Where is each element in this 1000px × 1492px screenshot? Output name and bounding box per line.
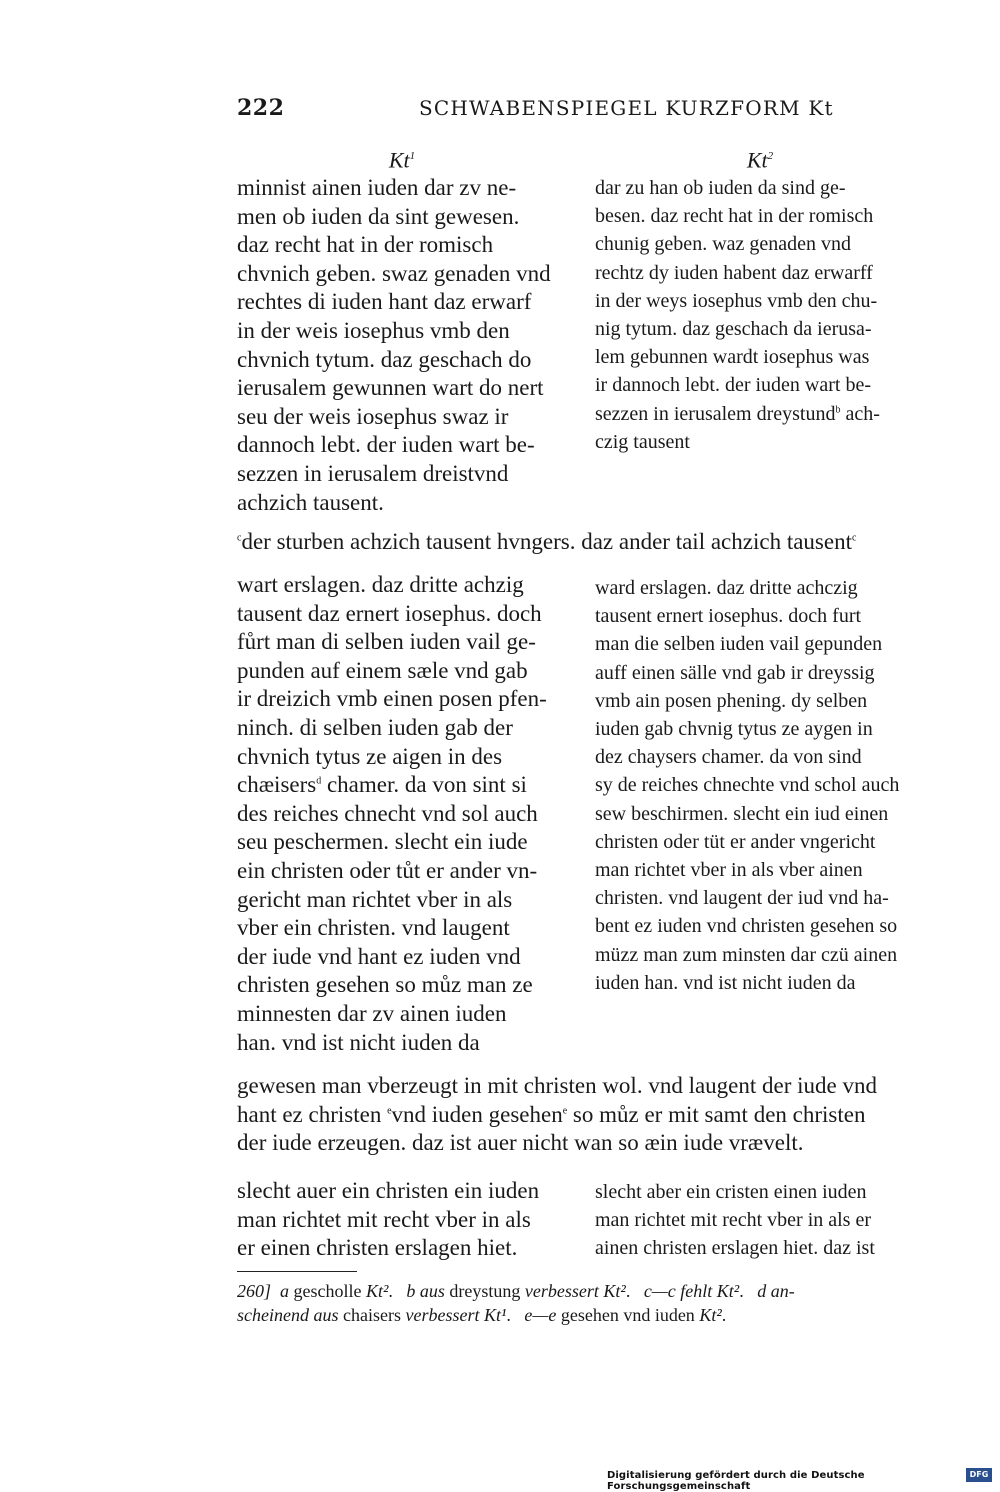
page-number: 222	[237, 95, 285, 121]
kt1-text-block-2: wart erslagen. daz dritte achzig tausent daz ernert iosephus. doch fůrt man di selben iuden vail ge- punden auf einem sæle vnd gab ir dreizich vmb einen posen pfen- ninch. di selben iuden gab der chvnich tytus ze aigen in des chæisers$^d$ chamer. da von sint si des reiches chnecht vnd sol auch seu peschermen. slecht ein iude ein christen oder tůt er ander vn- gericht man richtet vber in als vber ein christen. vnd laugent der iude vnd hant ez iuden vnd christen gesehen so můz man ze minnesten dar zv ainen iuden han. vnd ist nicht iuden da	[237, 572, 547, 1055]
kt1-text-block-1: minnist ainen iuden dar zv ne- men ob iuden da sint gewesen. daz recht hat in der romisch chvnich geben. swaz genaden vnd rechtes di iuden hant daz erwarf in der weis iosephus vmb den chvnich tytum. daz geschach do ierusalem gewunnen wart do nert seu der weis iosephus swaz ir dannoch lebt. der iuden wart be- sezzen in ierusalem dreistvnd achzich tausent.	[237, 175, 551, 515]
kt2-column-block-1	[595, 142, 925, 456]
kt1-column-block-2	[237, 571, 567, 1057]
kt2-column-block-2	[595, 574, 925, 997]
kt1-siglum: Kt$^1$	[388, 147, 416, 173]
kt2-text-block-2: ward erslagen. daz dritte achczig tausent ernert iosephus. doch furt man die selben iuden vail gepunden auff einen sälle vnd gab ir dreyssig vmb ain posen phening. dy selben iuden gab chvnig tytus ze aygen in dez chaysers chamer. da von sind sy de reiches chnechte vnd schol auch sew beschirmen. slecht ein iud einen christen oder tüt er ander vngericht man richtet vber in als vber ainen christen. vnd laugent der iud vnd ha- bent ez iuden vnd christen gesehen so müzz man zum minsten dar czü ainen iuden han. vnd ist nicht iuden da	[595, 577, 900, 994]
kt2-text-block-3: slecht aber ein cristen einen iuden man richtet mit recht vber in als er ainen christen erslagen hiet. daz ist	[595, 1181, 875, 1260]
kt1-column-block-1	[237, 142, 567, 517]
digitization-credit: Digitalisierung gefördert durch die Deutsche Forschungsgemeinschaft	[607, 1470, 865, 1492]
kt2-siglum: Kt$^2$	[746, 147, 774, 173]
kt1-text-block-3: slecht auer ein christen ein iuden man richtet mit recht vber in als er einen christen erslagen hiet.	[237, 1178, 540, 1261]
critical-apparatus: 260] a gescholle Kt². b aus dreystung verbessert Kt². c—c fehlt Kt². d an- scheinend aus chaisers verbessert Kt¹. e—e gesehen vnd iuden Kt².	[237, 1281, 795, 1325]
running-title: SCHWABENSPIEGEL KURZFORM Kt	[419, 96, 834, 120]
common-paragraph-2: gewesen man vberzeugt in mit christen wol. vnd laugent der iude vnd hant ez christen $^e$vnd iuden gesehen$^e$ so můz er mit samt den christen der iude erzeugen. daz ist auer nicht wan so æin iude vrævelt.	[237, 1073, 877, 1156]
kt2-column-block-3	[595, 1178, 925, 1263]
kt1-column-block-3	[237, 1177, 567, 1263]
common-line-1: $^c$der sturben achzich tausent hvngers. daz ander tail achzich tausent$^c$	[237, 529, 857, 554]
page-header	[237, 95, 927, 125]
dfg-logo: DFG	[966, 1468, 992, 1482]
kt2-text-block-1: dar zu han ob iuden da sind ge- besen. daz recht hat in der romisch chunig geben. waz genaden vnd rechtz dy iuden habent daz erwarff in der weys iosephus vmb den chu- nig tytum. daz geschach da ierusa- lem gebunnen wardt iosephus was ir dannoch lebt. der iuden wart be- sezzen in ierusalem dreystund$^b$ ach- czig tausent	[595, 177, 880, 453]
footnote-rule	[237, 1271, 357, 1272]
